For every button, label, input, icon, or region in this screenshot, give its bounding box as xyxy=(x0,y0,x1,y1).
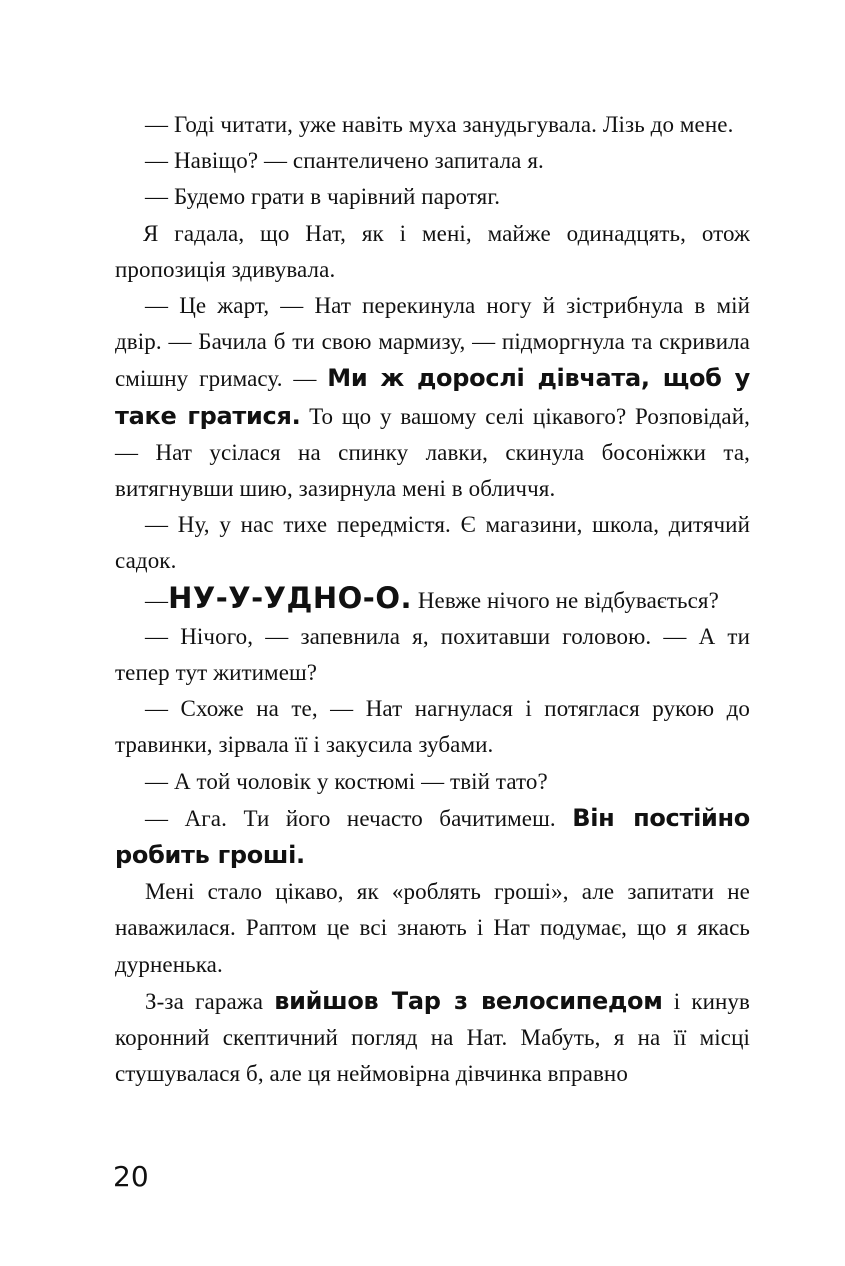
paragraph-text: З-за гаража xyxy=(145,988,275,1014)
paragraph-text: — Будемо грати в чарівний паротяг. xyxy=(145,184,501,210)
emphasis-shout: НУ-У-УДНО-О. xyxy=(168,580,412,615)
emphasis-handwritten: Ми ж дорослі дівчата, щоб у таке гратися. xyxy=(115,364,750,430)
paragraph-text: — Навіщо? — спантеличено запитала я. xyxy=(145,148,544,174)
paragraph-text: — Нічого, — запевнила я, похитавши головою. — А ти тепер тут житимеш? xyxy=(115,623,750,686)
paragraph-7 xyxy=(115,580,750,619)
paragraph-5 xyxy=(115,288,750,507)
paragraph-13 xyxy=(115,983,750,1093)
page-number: 20 xyxy=(113,1160,149,1193)
paragraph-text: — Ага. Ти його нечасто бачитимеш. xyxy=(145,805,573,831)
paragraph-8 xyxy=(115,619,750,691)
paragraph-3 xyxy=(115,179,750,215)
paragraph-6 xyxy=(115,507,750,579)
paragraph-11 xyxy=(115,800,750,874)
paragraph-1 xyxy=(115,107,750,143)
emphasis-handwritten: вийшов Тар з велосипедом xyxy=(274,986,663,1015)
paragraph-text: — А той чоловік у костюмі — твій тато? xyxy=(145,768,548,794)
paragraph-text: — Схоже на те, — Нат нагнулася і потяглася рукою до травинки, зірвала її і закусила зубами. xyxy=(115,696,750,758)
paragraph-12 xyxy=(115,874,750,983)
paragraph-text: — Ну, у нас тихе передмістя. Є магазини, школа, дитячий садок. xyxy=(115,512,750,574)
paragraph-2 xyxy=(115,143,750,179)
paragraph-text: і кинув коронний скептичний погляд на Нат. Мабуть, я на її місці стушувалася б, але ця неймовірна дівчинка вправно xyxy=(115,988,750,1087)
emphasis-handwritten: Він постійно робить гроші. xyxy=(115,803,750,870)
paragraph-text: Я гадала, що Нат, як і мені, майже одинадцять, отож пропозиція здивувала. xyxy=(115,220,750,282)
paragraph-4 xyxy=(115,216,750,288)
paragraph-9 xyxy=(115,691,750,763)
paragraph-text: Невже нічого не відбувається? xyxy=(412,587,719,613)
page-body xyxy=(115,107,750,1092)
paragraph-text: — xyxy=(145,587,169,613)
paragraph-text: — Це жарт, — Нат перекинула ногу й зістрибнула в мій двір. — Бачила б ти свою мармизу, — підморгнула та скривила смішну гримасу. — xyxy=(115,293,750,392)
paragraph-text: — Годі читати, уже навіть муха занудьгувала. Лізь до мене. xyxy=(145,112,734,137)
paragraph-10 xyxy=(115,764,750,800)
paragraph-text: Мені стало цікаво, як «роблять гроші», але запитати не наважилася. Раптом це всі знають і Нат подумає, що я якась дурненька. xyxy=(115,879,750,977)
paragraph-text: То що у вашому селі цікавого? Розповідай, — Нат усілася на спинку лавки, скинула босоніжки та, витягнувши шию, зазирнула мені в обличчя. xyxy=(115,403,750,502)
